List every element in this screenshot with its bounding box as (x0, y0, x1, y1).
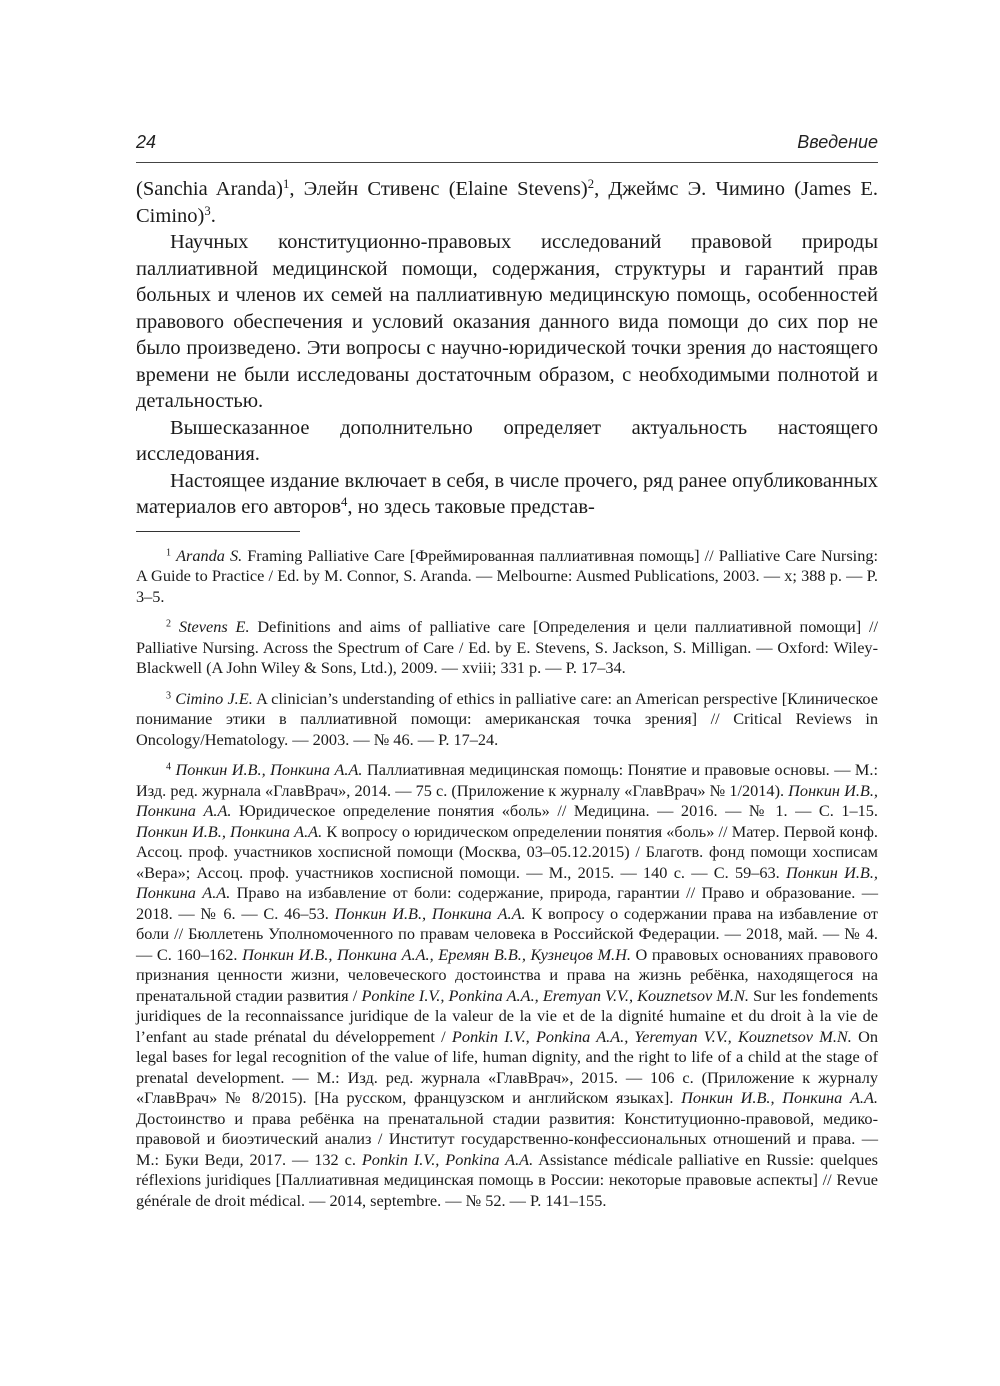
footnote-author: Cimino J.E. (175, 688, 253, 708)
paragraph-4 (136, 468, 878, 521)
text-span: , но здесь таковые представ- (347, 496, 595, 518)
footnote-author: Ponkin I.V., Ponkina A.A. (361, 1149, 534, 1169)
footnote-ref-3: 3 (204, 203, 211, 218)
footnote-author: Ponkin I.V., Ponkina A.A., Yeremyan V.V., Kouznetsov M.N. (451, 1026, 852, 1046)
footnote-text: О правовых основаниях правового признания ценности жизни, человеческого достоинства и права на жизнь ребёнка, находящегося на пренатальной стадии развития / (136, 944, 878, 1005)
footnote-ref-4: 4 (341, 495, 348, 510)
footnote-2 (136, 617, 878, 679)
paragraph-3: Вышесказанное дополнительно определяет актуальность настоящего исследования. (136, 416, 878, 465)
footnote-ref-1: 1 (282, 177, 290, 192)
footnote-text: Assistance médicale palliative en Russie: quelques réflexions juridiques [Паллиативная медицинская помощь в России: некоторые правовые аспекты] // Revue générale de droit médical. — 2014, septembre. — № 52. — P. 141–155. (136, 1149, 879, 1210)
footnote-text: Юридическое определение понятия «боль» // Медицина. — 2016. — № 1. — С. 1–15. (231, 801, 879, 820)
text-span: , Джеймс Э. Чимино (James E. Cimino) (136, 178, 878, 227)
footnote-author: Aranda S. (176, 545, 243, 565)
footnote-mark: 3 (166, 689, 172, 701)
footnote-author: Ponkine I.V., Ponkina A.A., Eremyan V.V., Kouznetsov M.N. (361, 985, 749, 1005)
section-title: Введение (797, 132, 878, 152)
footnote-rule (136, 531, 300, 532)
footnote-author: Понкин И.В., Понкина А.А., Еремян В.В., Кузнецов М.Н. (242, 944, 631, 964)
footnote-4 (136, 760, 878, 1211)
footnote-text: Достоинство и права ребёнка на пренатальной стадии развития: Конституционно-правовой, медико-правовой и биоэтический анализ / Институт государственно-конфессиональных отношений и права. — М.: Буки Веди, 2017. — 132 с. (136, 1108, 878, 1169)
footnote-author: Понкин И.В., Понкина А.А. (136, 780, 878, 820)
footnote-3 (136, 689, 878, 751)
footnote-author: Понкин И.В., Понкина А.А. (175, 760, 363, 779)
paragraph-1 (136, 176, 878, 229)
paragraph-2: Научных конституционно-правовых исследований правовой природы паллиативной медицинской помощи, содержания, структуры и гарантий прав больных и членов их семей на паллиативную медицинскую помощь, особенностей правового обеспечения и условий оказания данного вида помощи до сих пор не было произведено. Эти вопросы с научно-юридической точки зрения до настоящего времени не были исследованы достаточным образом, с необходимыми полнотой и детальностью. (136, 231, 878, 412)
text-span: (Sanchia Aranda) (136, 178, 283, 200)
footnote-mark: 2 (166, 618, 172, 630)
footnote-text: A clinician’s understanding of ethics in palliative care: an American perspective [Клиническое понимание этики в паллиативной помощи: американская точка зрения] // Critical Reviews in Oncology/Hematology. — 2003. — № 46. — P. 17–24. (136, 688, 878, 749)
body-text (136, 176, 878, 521)
footnote-text: Sur les fondements juridiques de la reconnaissance juridique de la valeur de la vie et de la dignité humaine et du droit à la vie de l’enfant au stade prénatal du développement / (136, 985, 878, 1046)
footnote-author: Понкин И.В., Понкина А.А. (334, 903, 526, 923)
running-header (136, 118, 878, 158)
footnote-mark: 4 (166, 761, 172, 773)
page-number: 24 (136, 132, 157, 152)
book-page (136, 118, 878, 1221)
footnotes (136, 546, 878, 1212)
footnote-text: Право на избавление от боли: содержание, природа, гарантии // Право и образование. — 2018. — № 6. — С. 46–53. (136, 883, 878, 923)
footnote-ref-2: 2 (587, 177, 595, 192)
footnote-1 (136, 546, 878, 608)
text-span: . (210, 204, 216, 227)
footnote-text: Паллиативная медицинская помощь: Понятие и правовые основы. — М.: Изд. ред. журнала «ГлавВрач», 2014. — 75 с. (Приложение к журналу «ГлавВрач» № 1/2014). (136, 760, 878, 800)
footnote-mark: 1 (166, 546, 172, 558)
footnote-text: Framing Palliative Care [Фреймированная паллиативная помощь] // Palliative Care Nursing: A Guide to Practice / Ed. by M. Connor, S. Aranda. — Melbourne: Ausmed Publications, 2003. — x; 388 p. — P. 3–5. (136, 545, 878, 606)
footnote-author: Stevens E. (178, 617, 250, 636)
footnote-author: Понкин И.В., Понкина А.А. (681, 1088, 878, 1107)
text-span: Настоящее издание включает в себя, в числе прочего, ряд ранее опубликованных материалов его авторов (136, 469, 878, 518)
footnote-text: On legal bases for legal recognition of the value of life, human dignity, and the right to life of a child at the stage of prenatal development. — М.: Изд. ред. журнала «ГлавВрач», 2015. — 106 с. (Приложение к журналу «ГлавВрач» № 8/2015). [На русском, французском и английском языках]. (136, 1026, 878, 1107)
footnote-text: Definitions and aims of palliative care [Определения и цели паллиативной помощи] // Palliative Nursing. Across the Spectrum of Care / Ed. by E. Stevens, S. Jackson, S. Milligan. — Oxford: Wiley-Blackwell (A John Wiley & Sons, Ltd.), 2009. — xviii; 331 p. — P. 17–34. (136, 617, 878, 677)
footnote-author: Понкин И.В., Понкина А.А. (136, 821, 323, 841)
footnote-text: К вопросу о юридическом определении понятия «боль» // Матер. Первой конф. Ассоц. проф. участников хосписной помощи (Москва, 03–05.12.2015) / Благотв. фонд помощи хосписам «Вера»; Ассоц. проф. участников хосписной помощи. — М., 2015. — 140 с. — С. 59–63. (136, 821, 878, 882)
footnote-author: Понкин И.В., Понкина А.А. (136, 862, 878, 902)
text-span: , Элейн Стивенс (Elaine Stevens) (289, 178, 588, 200)
header-rule (136, 162, 878, 163)
footnote-text: К вопросу о содержании права на избавление от боли // Бюллетень Уполномоченного по правам человека в Российской Федерации. — 2018, май. — № 4. — С. 160–162. (136, 903, 879, 964)
